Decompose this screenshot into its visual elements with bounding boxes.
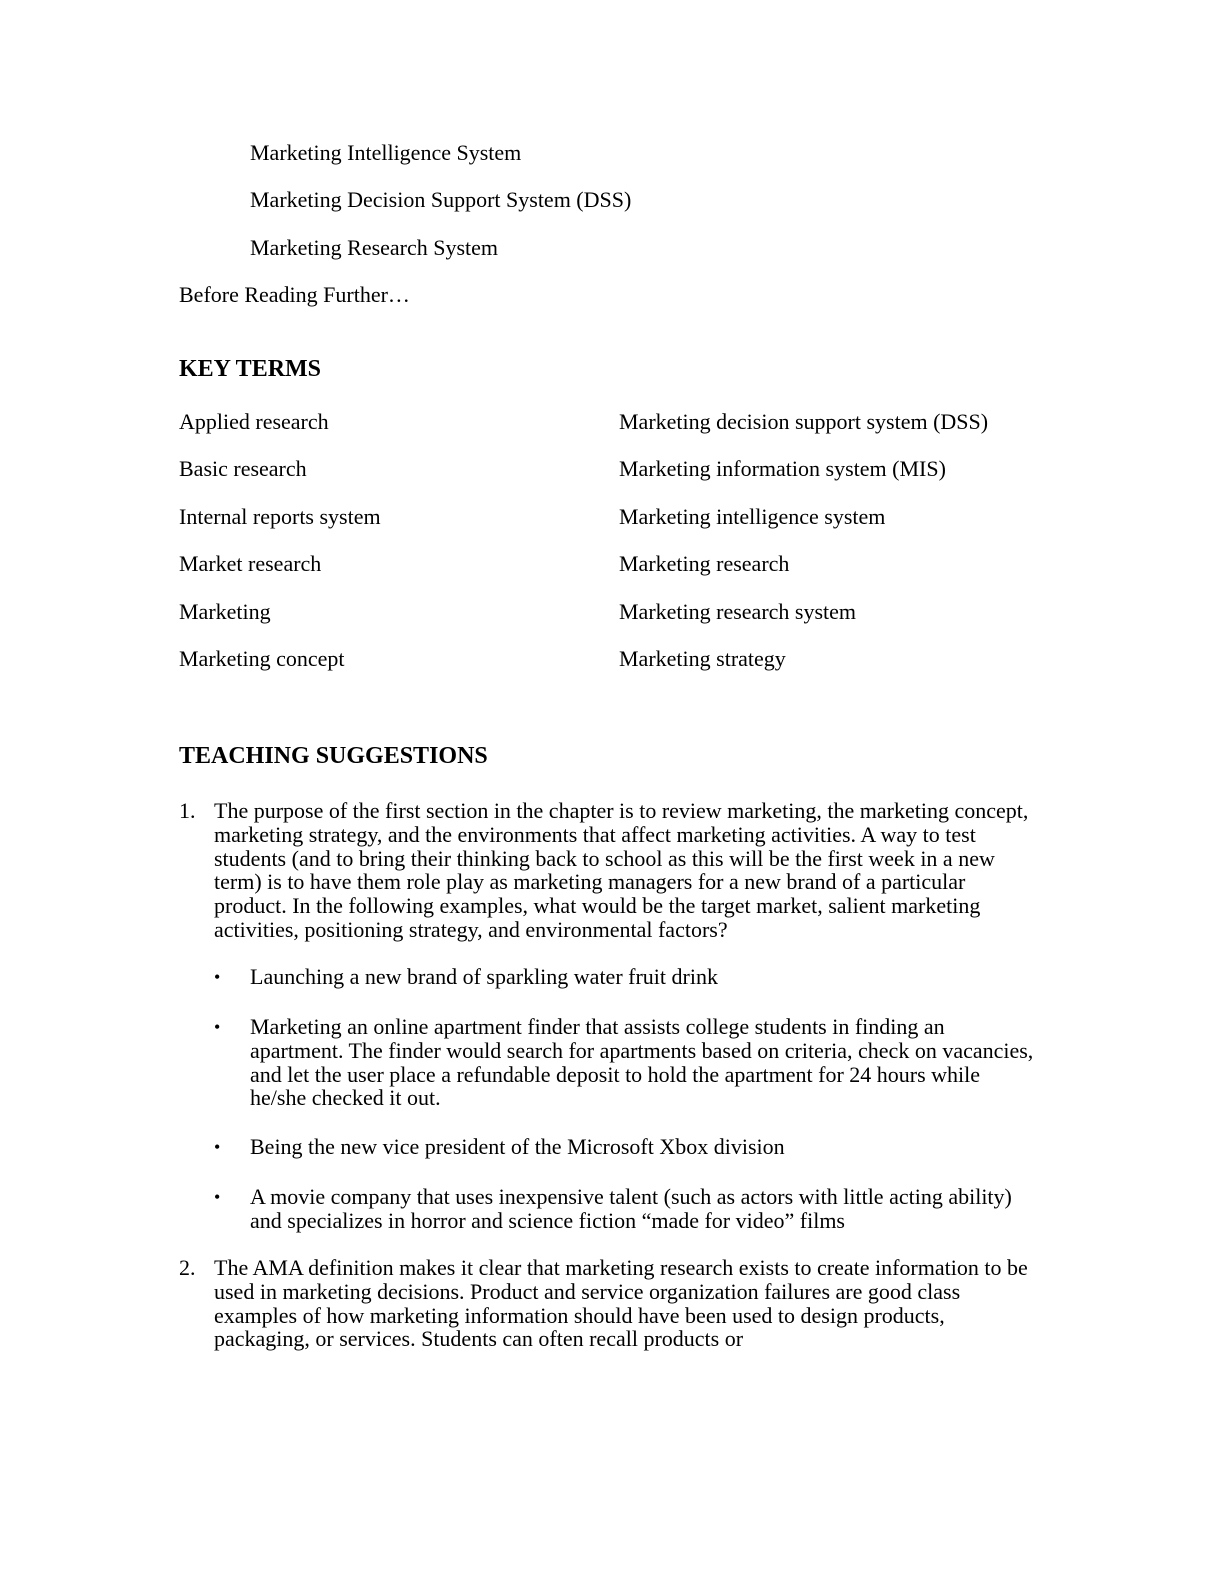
list-item-number: 1. [179,798,196,823]
key-terms-heading: KEY TERMS [179,356,322,382]
bullet-item-text: Launching a new brand of sparkling water fruit drink [250,964,718,989]
key-term-right: Marketing decision support system (DSS) [619,409,989,434]
bullet-icon: • [214,1187,221,1207]
bullet-item-text: Being the new vice president of the Microsoft Xbox division [250,1134,785,1159]
bullet-icon: • [214,967,221,987]
key-term-left: Basic research [179,456,307,481]
key-term-left: Marketing concept [179,646,345,671]
bullet-item-text: Marketing an online apartment finder that assists college students in finding an apartment. The finder would search for apartments based on criteria, check on vacancies, and let the user place a refundable deposit to hold the apartment for 24 hours while he/she checked it out. [250,1014,1034,1111]
key-term-right: Marketing information system (MIS) [619,456,946,481]
key-term-right: Marketing strategy [619,646,786,671]
system-component-item: Marketing Decision Support System (DSS) [250,187,632,212]
before-reading-text: Before Reading Further… [179,282,410,307]
key-term-left: Marketing [179,599,271,624]
key-term-right: Marketing intelligence system [619,504,886,529]
system-component-item: Marketing Intelligence System [250,140,522,165]
list-item-text: The purpose of the first section in the chapter is to review marketing, the marketing concept, marketing strategy, and the environments that affect marketing activities. A way to test students (and to bring their thinking back to school as this will be the first week in a new term) is to have them role play as marketing managers for a new brand of a particular product. In the following examples, what would be the target market, salient marketing activities, positioning strategy, and environmental factors? [214,798,1029,942]
list-item-text: The AMA definition makes it clear that marketing research exists to create information to be used in marketing decisions. Product and service organization failures are good class examples of how marketing information should have been used to design products, packaging, or services. Students can often recall products or [214,1255,1028,1352]
key-term-right: Marketing research [619,551,790,576]
key-term-left: Internal reports system [179,504,381,529]
bullet-icon: • [214,1017,221,1037]
key-term-left: Applied research [179,409,329,434]
list-item-number: 2. [179,1255,196,1280]
bullet-icon: • [214,1137,221,1157]
key-term-left: Market research [179,551,322,576]
bullet-item-text: A movie company that uses inexpensive talent (such as actors with little acting ability) and specializes in horror and science fiction “made for video” films [250,1184,1012,1233]
key-term-right: Marketing research system [619,599,857,624]
teaching-suggestions-heading: TEACHING SUGGESTIONS [179,743,488,769]
system-component-item: Marketing Research System [250,235,499,260]
